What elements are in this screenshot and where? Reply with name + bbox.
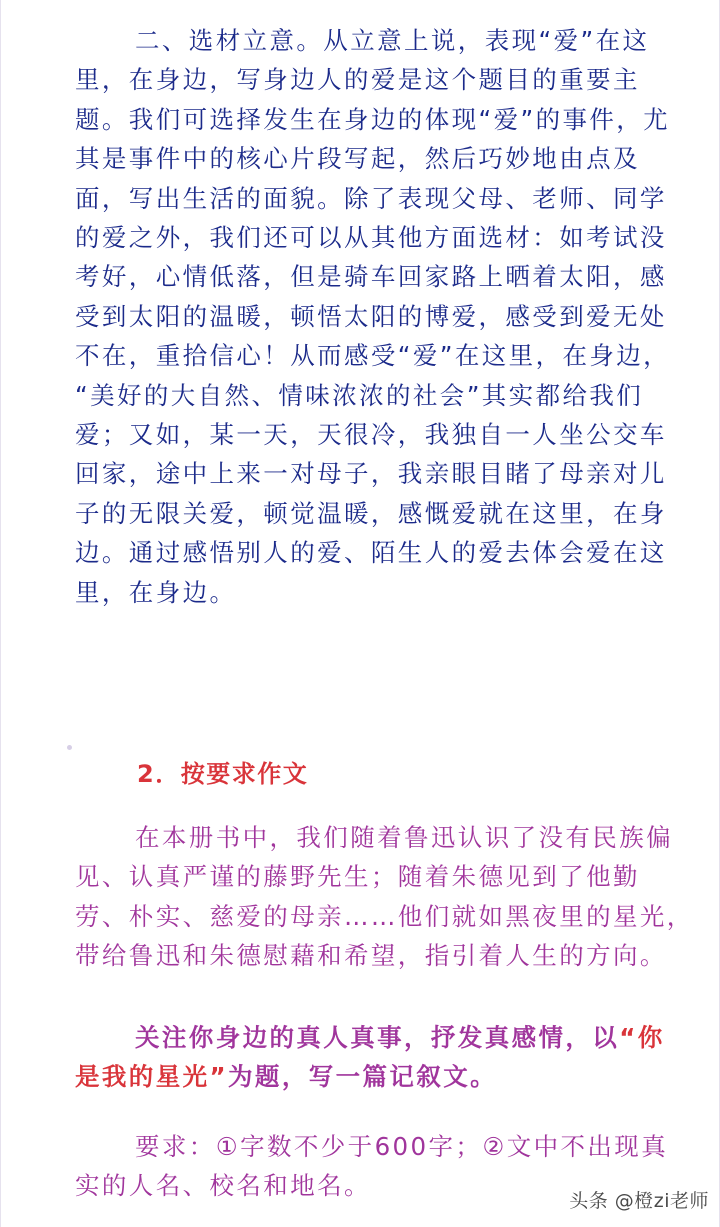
text-line: 其是事件中的核心片段写起，然后巧妙地由点及 <box>75 144 640 174</box>
essay-title-open: “你 <box>619 1023 665 1052</box>
author-watermark: 头条 @橙zi老师 <box>569 1190 709 1212</box>
text-line: 爱；又如，某一天，天很冷，我独自一人坐公交车 <box>75 420 667 450</box>
decorative-dot <box>67 745 72 750</box>
paragraph-intro <box>75 818 694 976</box>
task-text: 为题，写一篇记叙文。 <box>228 1062 498 1092</box>
text-line: 劳、朴实、慈爱的母亲……他们就如黑夜里的星光， <box>75 901 694 931</box>
task-text: 关注你身边的真人真事，抒发真感情，以 <box>135 1023 620 1052</box>
text-line: 在本册书中，我们随着鲁迅认识了没有民族偏 <box>135 823 673 852</box>
text-line: 考好，心情低落，但是骑车回家路上晒着太阳，感 <box>75 262 667 292</box>
text-line: 的爱之外，我们还可以从其他方面选材：如考试没 <box>75 223 667 253</box>
task-line <box>75 1057 651 1096</box>
text-line: 面，写出生活的面貌。除了表现父母、老师、同学 <box>75 183 667 213</box>
text-line: 二、选材立意。从立意上说，表现“爱”在这 <box>135 26 650 55</box>
text-line: 见、认真严谨的藤野先生；随着朱德见到了他勤 <box>75 862 640 892</box>
essay-title-close: 是我的星光” <box>75 1062 229 1092</box>
text-line: 里，在身边。 <box>75 577 237 607</box>
text-line: 要求：①字数不少于600字；②文中不出现真 <box>135 1132 669 1161</box>
paragraph-topic-selection <box>75 21 671 612</box>
text-line: 回家，途中上来一对母子，我亲眼目睹了母亲对儿 <box>75 459 667 489</box>
section-heading: 2．按要求作文 <box>137 760 309 788</box>
text-line: “美好的大自然、情味浓浓的社会”其实都给我们 <box>75 380 644 410</box>
text-line: 题。我们可选择发生在身边的体现“爱”的事件，尤 <box>75 104 671 134</box>
text-line: 带给鲁迅和朱德慰藉和希望，指引着人生的方向。 <box>75 941 667 971</box>
text-line: 子的无限关爱，顿觉温暖，感慨爱就在这里，在身 <box>75 498 667 528</box>
text-line: 边。通过感悟别人的爱、陌生人的爱去体会爱在这 <box>75 538 667 568</box>
paragraph-writing-task <box>75 1018 665 1097</box>
text-line: 受到太阳的温暖，顿悟太阳的博爱，感受到爱无处 <box>75 301 667 331</box>
text-line: 不在，重拾信心！从而感受“爱”在这里，在身边， <box>75 341 671 371</box>
text-line: 实的人名、校名和地名。 <box>75 1171 371 1201</box>
text-line: 里，在身边，写身边人的爱是这个题目的重要主 <box>75 65 640 95</box>
task-line <box>75 1018 665 1057</box>
